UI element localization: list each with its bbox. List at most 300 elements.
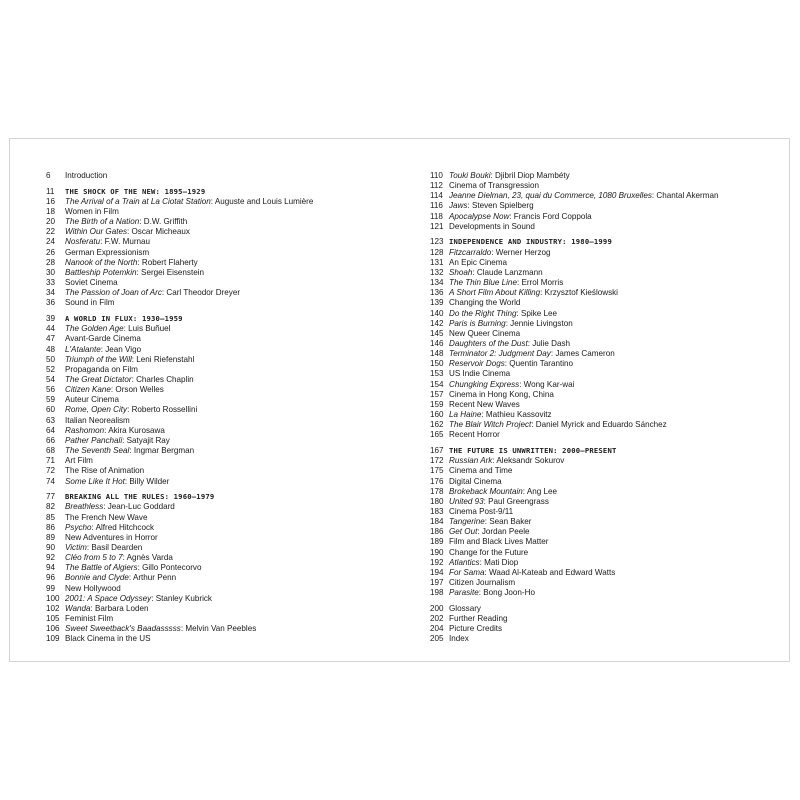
film-director: : Julie Dash (527, 339, 571, 348)
film-director: : Errol Morris (516, 278, 564, 288)
film-title: Touki Bouki (449, 171, 491, 180)
page-number: 66 (46, 435, 56, 445)
contents-entry (430, 548, 770, 558)
film-title: Nosferatu (65, 237, 101, 247)
film-title: Sweet Sweetback's Baadasssss (65, 624, 181, 634)
film-director: : Leni Riefenstahl (131, 354, 195, 364)
page-number: 154 (430, 379, 444, 389)
contents-entry (430, 380, 770, 390)
contents-left-column (46, 171, 386, 645)
entry-title (65, 563, 386, 573)
page-number: 44 (46, 324, 56, 334)
entry-title (65, 594, 386, 604)
film-title: The Battle of Algiers (65, 563, 138, 573)
entry-title: Film and Black Lives Matter (449, 537, 549, 547)
page-number: 134 (430, 278, 444, 288)
contents-entry (430, 558, 770, 568)
page-number: 159 (430, 399, 444, 409)
contents-entry (430, 420, 770, 430)
film-director: : Paul Greengrass (483, 496, 549, 506)
film-director: : Steven Spielberg (467, 201, 534, 211)
film-director: : Aleksandr Sokurov (492, 456, 565, 466)
entry-title (449, 410, 770, 420)
contents-entry (430, 329, 770, 339)
entry-title (65, 543, 386, 553)
page-number: 20 (46, 217, 56, 227)
contents-entry (46, 502, 386, 512)
page-number: 110 (430, 171, 443, 180)
film-director: : Jean-Luc Goddard (103, 502, 175, 512)
page-number: 148 (430, 349, 444, 359)
entry-title: New Adventures in Horror (65, 532, 158, 542)
entry-title: Avant-Garde Cinema (65, 334, 141, 344)
page-number: 176 (430, 476, 444, 486)
contents-entry (46, 604, 386, 614)
entry-title (449, 359, 770, 369)
entry-title (449, 268, 770, 278)
entry-title (65, 446, 386, 456)
page-number: 34 (46, 288, 56, 298)
page-number: 109 (46, 634, 60, 644)
page-number: 139 (430, 298, 444, 308)
contents-entry (46, 553, 386, 563)
entry-title: Changing the World (449, 298, 521, 308)
page-number: 11 (46, 186, 55, 196)
page-number: 24 (46, 237, 56, 247)
contents-entry (430, 181, 770, 191)
contents-entry (46, 573, 386, 583)
page-number: 142 (430, 318, 444, 328)
page-number: 64 (46, 425, 56, 435)
film-title: Victim (65, 542, 87, 552)
contents-entry (46, 584, 386, 594)
entry-title: New Queer Cinema (449, 328, 521, 338)
page-number: 198 (430, 588, 444, 598)
film-title: Daughters of the Dust (449, 339, 528, 348)
film-title: La Haine (449, 410, 482, 420)
film-title: 2001: A Space Odyssey (65, 593, 152, 603)
film-title: The Birth of a Nation (65, 217, 140, 227)
section-title: INDEPENDENCE AND INDUSTRY: 1980–1999 (449, 237, 612, 247)
entry-title (65, 553, 386, 563)
page-number: 190 (430, 547, 444, 557)
page-number: 22 (46, 227, 56, 237)
page-number: 200 (430, 603, 444, 613)
entry-title (449, 319, 770, 329)
contents-entry (46, 634, 386, 644)
entry-title: The French New Wave (65, 512, 148, 522)
page-number: 33 (46, 278, 56, 288)
contents-entry (430, 614, 770, 624)
page-number: 89 (46, 532, 56, 542)
page-number: 160 (430, 410, 444, 420)
entry-title (449, 420, 770, 430)
page-number: 92 (46, 553, 56, 563)
page-number: 204 (430, 624, 444, 634)
entry-title: Change for the Future (449, 547, 529, 557)
contents-entry (430, 298, 770, 308)
film-title: Tangerine (449, 517, 485, 527)
film-director: : Ingmar Bergman (129, 446, 195, 456)
page-number: 48 (46, 344, 56, 354)
contents-entry (430, 359, 770, 369)
entry-title (449, 588, 770, 598)
page-number: 102 (46, 603, 60, 613)
entry-title (65, 604, 386, 614)
section-heading (430, 446, 770, 456)
entry-title: Cinema of Transgression (449, 181, 539, 191)
entry-title: Sound in Film (65, 298, 115, 308)
page-number: 68 (46, 446, 56, 456)
film-director: : Roberto Rossellini (127, 405, 198, 415)
contents-entry (46, 446, 386, 456)
film-title: Paris is Burning (449, 318, 506, 328)
film-title: Wanda (65, 603, 91, 613)
entry-title (449, 456, 770, 466)
page-number: 96 (46, 573, 56, 583)
film-title: Breathless (65, 502, 104, 512)
film-director: : Mathieu Kassovitz (481, 410, 552, 420)
film-title: The Passion of Joan of Arc (65, 288, 162, 298)
entry-title (65, 288, 386, 298)
contents-entry (430, 507, 770, 517)
entry-title (449, 487, 770, 497)
film-director: : Agnès Varda (122, 553, 173, 563)
contents-entry (430, 309, 770, 319)
page-number: 100 (46, 593, 60, 603)
film-director: : Stanley Kubrick (151, 593, 212, 603)
contents-entry (46, 395, 386, 405)
film-director: : Alfred Hitchcock (91, 522, 155, 532)
entry-title (449, 171, 770, 181)
page-number: 74 (46, 476, 56, 486)
film-director: : F.W. Murnau (100, 237, 151, 247)
film-director: : Jennie Livingston (505, 318, 573, 328)
contents-entry (430, 400, 770, 410)
film-title: The Great Dictator (65, 374, 132, 384)
film-title: Reservoir Dogs (449, 359, 505, 369)
contents-entry (46, 405, 386, 415)
entry-title (449, 517, 770, 527)
entry-title (65, 237, 386, 247)
film-title: Psycho (65, 522, 92, 532)
entry-title (449, 212, 770, 222)
entry-title: US Indie Cinema (449, 369, 511, 379)
entry-title (449, 568, 770, 578)
contents-entry (430, 527, 770, 537)
entry-title: Introduction (65, 171, 108, 180)
film-title: Do the Right Thing (449, 308, 517, 318)
film-title: The Golden Age (65, 324, 124, 334)
film-title: United 93 (449, 496, 484, 506)
film-title: Rashomon (65, 425, 105, 435)
contents-entry (430, 456, 770, 466)
film-title: Brokeback Mountain (449, 486, 523, 496)
entry-title (449, 497, 770, 507)
entry-title (65, 324, 386, 334)
film-title: The Thin Blue Line (449, 278, 517, 288)
film-title: Triumph of the Will (65, 354, 132, 364)
page-number: 172 (430, 456, 444, 466)
contents-entry (46, 624, 386, 634)
page-number: 167 (430, 446, 444, 456)
entry-title: German Expressionism (65, 247, 150, 257)
entry-title: Further Reading (449, 614, 508, 624)
page-number: 162 (430, 420, 444, 430)
entry-title: Picture Credits (449, 624, 503, 634)
entry-title (65, 405, 386, 415)
contents-entry (46, 345, 386, 355)
contents-entry (430, 390, 770, 400)
film-title: Nanook of the North (65, 257, 138, 267)
contents-entry (46, 334, 386, 344)
entry-title (65, 227, 386, 237)
entry-title: New Hollywood (65, 583, 121, 593)
page-number: 145 (430, 328, 444, 338)
page-number: 71 (46, 456, 56, 466)
contents-entry (430, 477, 770, 487)
page-number: 186 (430, 527, 444, 537)
contents-entry (430, 248, 770, 258)
section-title: THE FUTURE IS UNWRITTEN: 2000–PRESENT (449, 446, 617, 456)
contents-entry (430, 568, 770, 578)
entry-title (65, 523, 386, 533)
page-number: 194 (430, 567, 444, 577)
entry-title (449, 288, 770, 298)
film-title: Russian Ark (449, 456, 493, 466)
film-director: : Akira Kurosawa (104, 425, 165, 435)
page-number: 28 (46, 257, 56, 267)
film-director: : Melvin Van Peebles (180, 624, 257, 634)
page-number: 146 (430, 339, 444, 348)
contents-entry (46, 324, 386, 334)
page-number: 178 (430, 486, 444, 496)
entry-title: Cinema and Time (449, 466, 513, 476)
entry-title (65, 217, 386, 227)
entry-title: Citizen Journalism (449, 578, 516, 588)
film-title: L'Atalante (65, 344, 101, 354)
section-heading (46, 187, 386, 197)
film-director: : Jordan Peele (477, 527, 530, 537)
film-director: : Djibril Diop Mambéty (490, 171, 570, 180)
contents-entry (430, 430, 770, 440)
section-heading (430, 237, 770, 247)
entry-title (65, 355, 386, 365)
film-title: Fitzcarraldo (449, 247, 492, 257)
page-number: 123 (430, 237, 444, 247)
contents-entry (430, 319, 770, 329)
contents-entry (46, 436, 386, 446)
contents-entry (430, 578, 770, 588)
entry-title: Recent New Waves (449, 399, 520, 409)
contents-entry (46, 298, 386, 308)
page-number: 50 (46, 354, 56, 364)
film-director: : Ang Lee (522, 486, 558, 496)
film-director: : Orson Welles (110, 385, 164, 395)
entry-title (65, 258, 386, 268)
entry-title: Soviet Cinema (65, 278, 118, 288)
contents-entry (46, 416, 386, 426)
film-title: For Sama (449, 567, 485, 577)
page-number: 105 (46, 614, 60, 624)
section-title: A WORLD IN FLUX: 1930–1959 (65, 314, 183, 324)
entry-title: Women in Film (65, 206, 119, 216)
page-number: 36 (46, 298, 56, 308)
page-number: 26 (46, 247, 56, 257)
page-number: 175 (430, 466, 444, 476)
entry-title (65, 268, 386, 278)
film-director: : Sergei Eisenstein (136, 267, 205, 277)
contents-entry (430, 369, 770, 379)
contents-entry (46, 477, 386, 487)
contents-entry (46, 248, 386, 258)
entry-title (65, 436, 386, 446)
film-title: Shoah (449, 267, 473, 277)
contents-entry (430, 268, 770, 278)
film-director: : Carl Theodor Dreyer (161, 288, 241, 298)
film-director: : Billy Wilder (124, 476, 170, 486)
film-title: Cléo from 5 to 7 (65, 553, 123, 563)
contents-entry (46, 171, 386, 181)
contents-entry (46, 278, 386, 288)
film-director: : Jean Vigo (100, 344, 142, 354)
film-title: Some Like It Hot (65, 476, 125, 486)
page-number: 85 (46, 512, 56, 522)
entry-title: An Epic Cinema (449, 257, 508, 267)
film-director: : Spike Lee (516, 308, 557, 318)
entry-title (65, 197, 386, 207)
film-title: Terminator 2: Judgment Day (449, 349, 551, 359)
contents-entry (46, 385, 386, 395)
contents-entry (430, 588, 770, 598)
film-director: : Luis Buñuel (123, 324, 171, 334)
contents-entry (430, 212, 770, 222)
film-title: Pather Panchali (65, 435, 123, 445)
film-title: Atlantics (449, 557, 480, 567)
section-title: THE SHOCK OF THE NEW: 1895–1929 (65, 186, 206, 196)
film-title: Citizen Kane (65, 385, 111, 395)
contents-entry (46, 237, 386, 247)
contents-entry (430, 339, 770, 349)
entry-title: Propaganda on Film (65, 364, 138, 374)
film-director: : Robert Flaherty (137, 257, 198, 267)
entry-title (449, 380, 770, 390)
entry-title (449, 349, 770, 359)
contents-entry (430, 410, 770, 420)
page-number: 52 (46, 364, 56, 374)
page-number: 56 (46, 385, 56, 395)
entry-title (449, 558, 770, 568)
contents-entry (46, 197, 386, 207)
contents-entry (46, 563, 386, 573)
page-number: 202 (430, 614, 444, 624)
section-title: BREAKING ALL THE RULES: 1960–1979 (65, 492, 215, 502)
film-director: : Claude Lanzmann (472, 267, 543, 277)
page-number: 180 (430, 496, 444, 506)
page-number: 18 (46, 206, 56, 216)
film-director: : Satyajit Ray (122, 435, 170, 445)
film-title: Get Out (449, 527, 478, 537)
page-number: 106 (46, 624, 60, 634)
page-number: 77 (46, 492, 56, 502)
page-number: 72 (46, 466, 56, 476)
contents-entry (46, 268, 386, 278)
page-number: 54 (46, 374, 56, 384)
page-number: 121 (430, 221, 444, 231)
film-title: The Arrival of a Train at La Ciotat Station (65, 196, 211, 206)
page-number: 114 (430, 191, 443, 201)
page-number: 157 (430, 389, 444, 399)
film-director: : Oscar Micheaux (127, 227, 190, 237)
page-number: 150 (430, 359, 444, 369)
contents-entry (46, 426, 386, 436)
page-number: 86 (46, 522, 56, 532)
page-number: 132 (430, 267, 444, 277)
contents-entry (46, 614, 386, 624)
page-number: 128 (430, 247, 444, 257)
contents-entry (430, 624, 770, 634)
section-heading (46, 314, 386, 324)
page-number: 112 (430, 181, 443, 191)
entry-title: Digital Cinema (449, 476, 502, 486)
contents-entry (46, 594, 386, 604)
film-title: Jeanne Dielman, 23, quai du Commerce, 1080 Bruxelles (449, 191, 652, 201)
contents-entry (46, 258, 386, 268)
contents-entry (46, 375, 386, 385)
film-title: Apocalypse Now (449, 211, 510, 221)
entry-title (449, 278, 770, 288)
page-number: 165 (430, 430, 444, 440)
entry-title (449, 248, 770, 258)
entry-title (65, 385, 386, 395)
entry-title: Index (449, 634, 469, 644)
entry-title (449, 309, 770, 319)
film-director: : Barbara Loden (90, 603, 149, 613)
contents-entry (430, 278, 770, 288)
page-number: 183 (430, 507, 444, 516)
contents-entry (430, 497, 770, 507)
film-title: A Short Film About Killing (449, 288, 541, 298)
entry-title (65, 624, 386, 634)
page-number: 82 (46, 502, 56, 512)
contents-entry (46, 523, 386, 533)
entry-title (449, 339, 770, 349)
contents-entry (430, 517, 770, 527)
page-number: 116 (430, 201, 443, 211)
entry-title (449, 191, 770, 201)
film-title: The Seventh Seal (65, 446, 130, 456)
page-number: 60 (46, 405, 56, 415)
page-number: 94 (46, 563, 56, 573)
film-director: : Wong Kar-wai (519, 379, 575, 389)
film-title: Rome, Open City (65, 405, 128, 415)
entry-title: Cinema in Hong Kong, China (449, 389, 554, 399)
contents-entry (46, 543, 386, 553)
film-director: : Krzysztof Kieślowski (540, 288, 618, 298)
page-number: 131 (430, 257, 444, 267)
entry-title (65, 426, 386, 436)
page-number: 39 (46, 314, 56, 324)
contents-entry (430, 537, 770, 547)
contents-entry (430, 201, 770, 211)
entry-title (449, 201, 770, 211)
film-title: Within Our Gates (65, 227, 127, 237)
page-number: 118 (430, 211, 443, 221)
entry-title (449, 527, 770, 537)
contents-entry (46, 207, 386, 217)
contents-entry (430, 191, 770, 201)
contents-entry (46, 533, 386, 543)
